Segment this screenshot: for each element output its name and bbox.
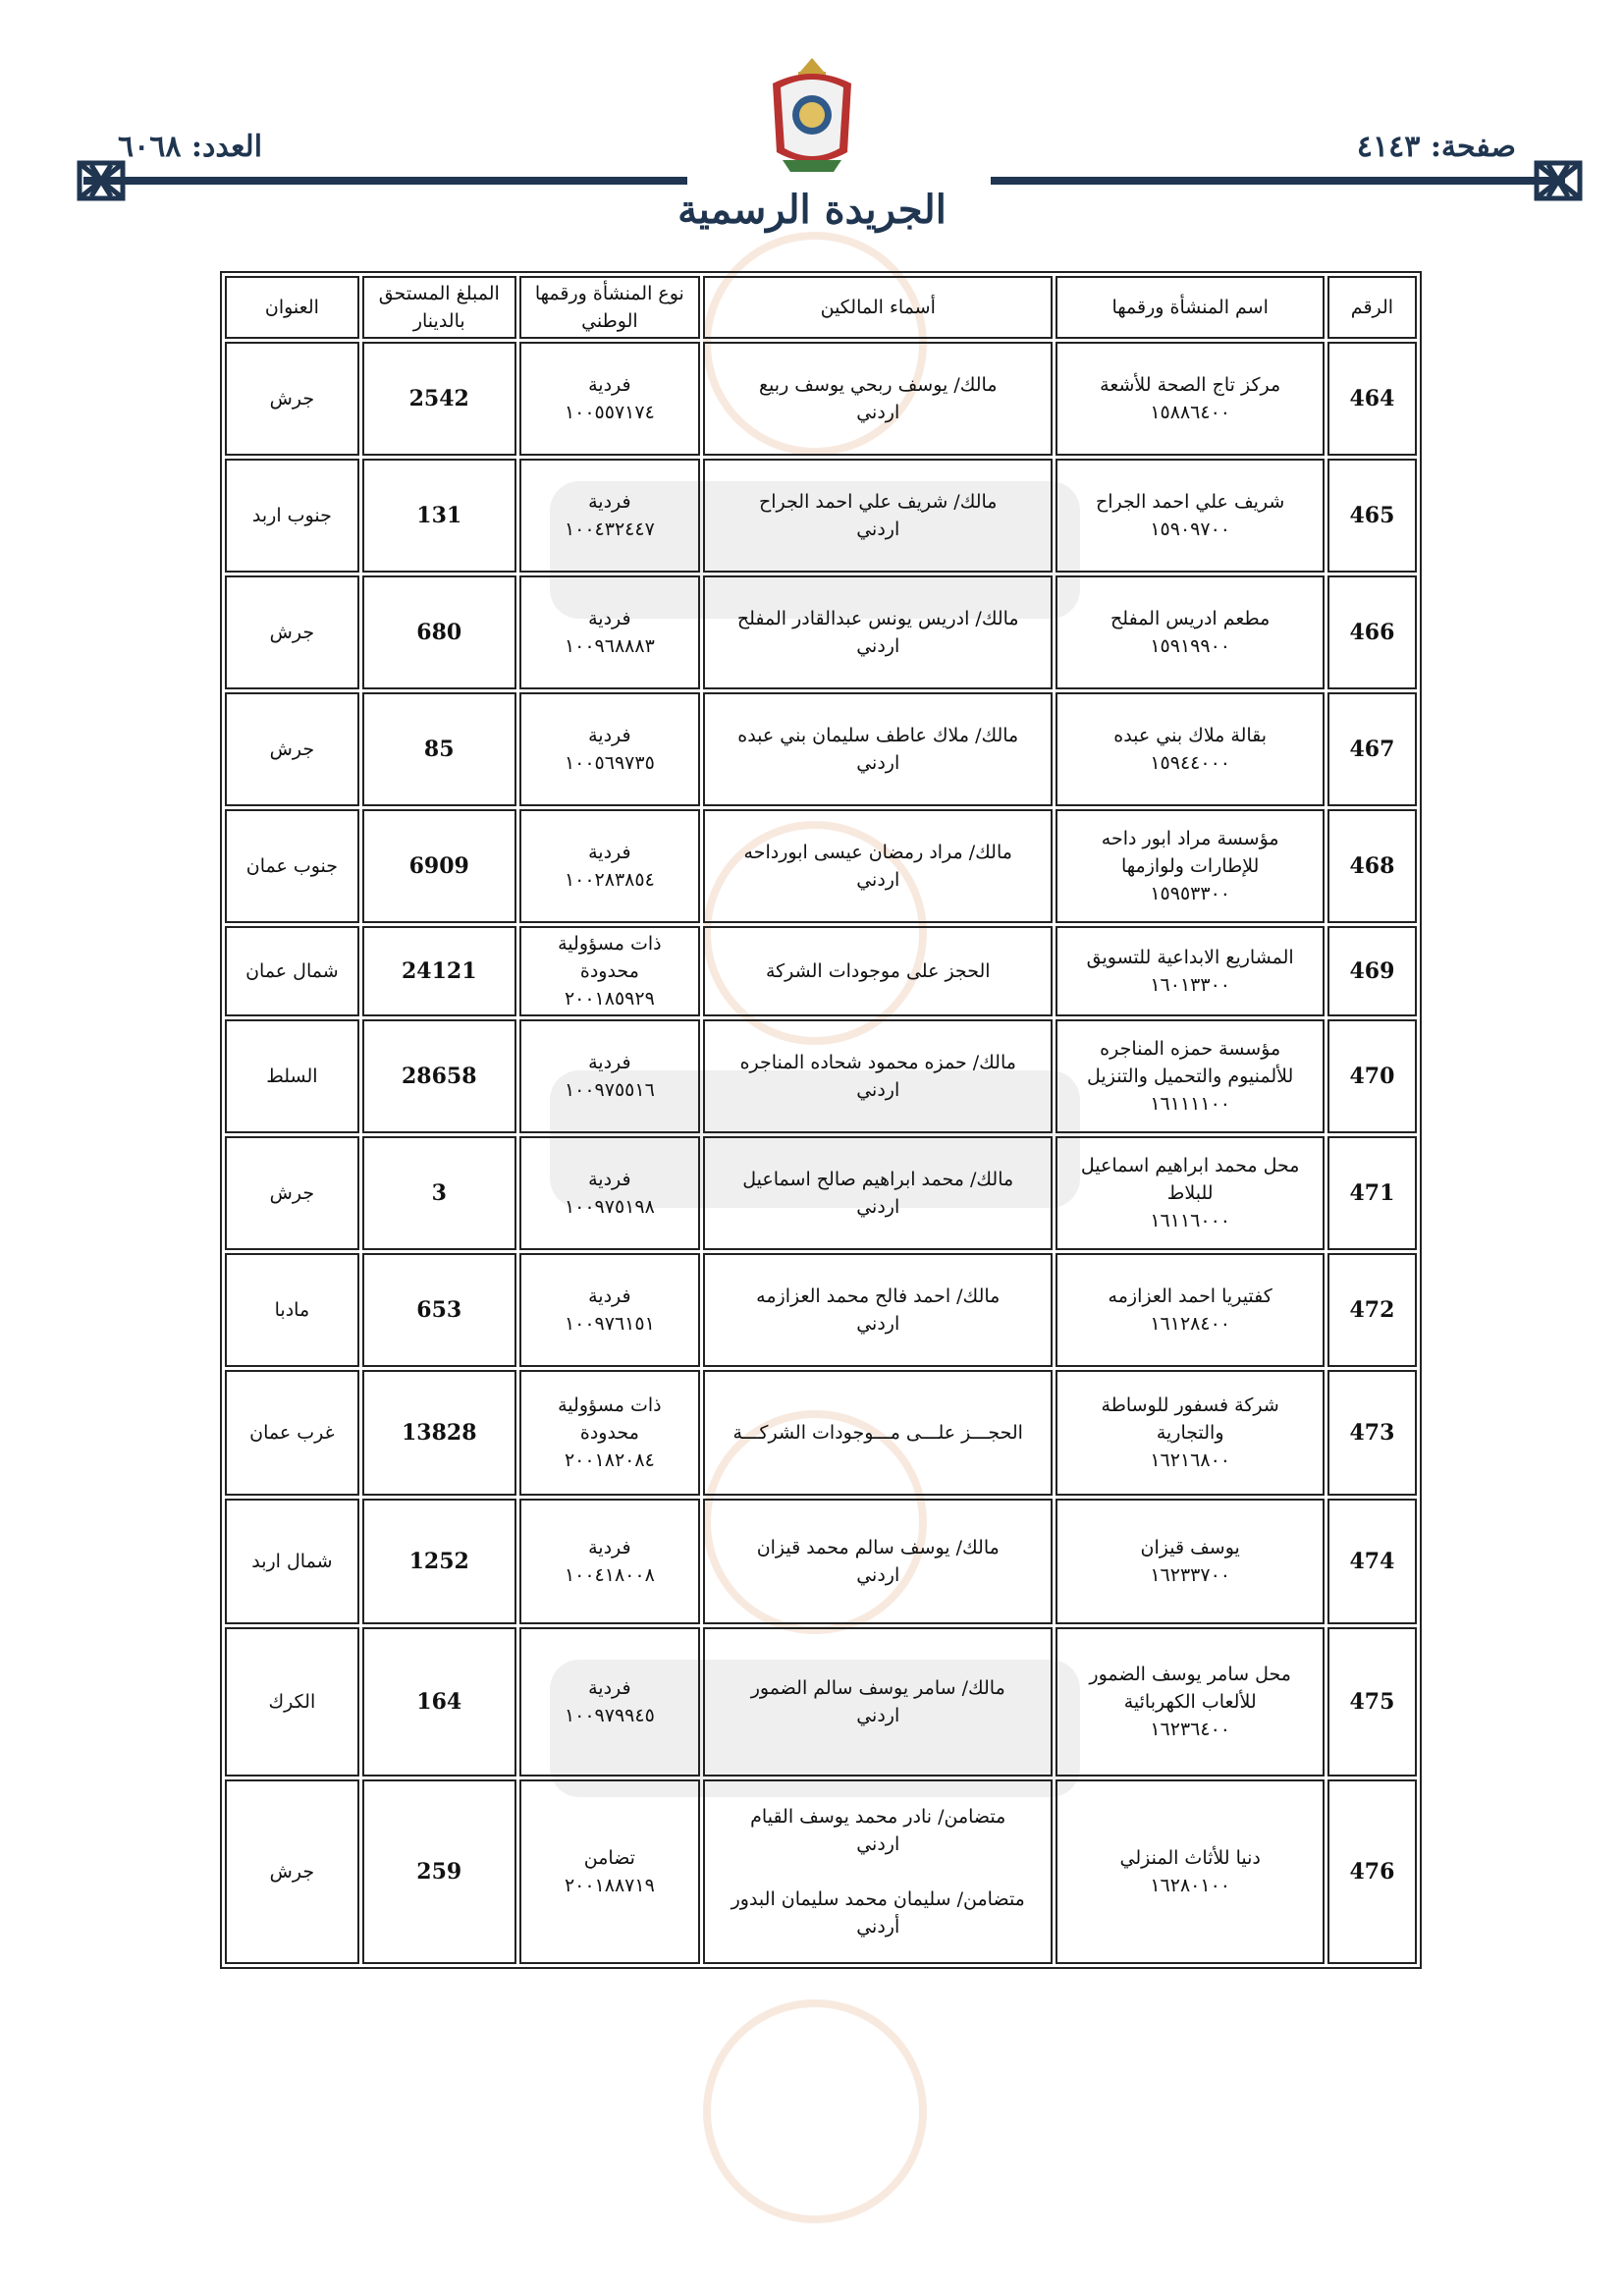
table-header-row bbox=[225, 276, 1417, 339]
facility-type-cell-line: محدودة bbox=[579, 1422, 639, 1444]
amount-cell: 259 bbox=[362, 1779, 516, 1964]
owners-cell-line: اردني bbox=[856, 1564, 900, 1586]
facility-type-cell bbox=[519, 1253, 700, 1367]
amount-cell: 6909 bbox=[362, 809, 516, 923]
row-number-cell: 476 bbox=[1327, 1779, 1417, 1964]
address-cell: جنوب عمان bbox=[225, 809, 359, 923]
facility-type-cell bbox=[519, 459, 700, 573]
address-cell: شمال عمان bbox=[225, 926, 359, 1016]
facility-type-cell-line: ١٠٠٢٨٣٨٥٤ bbox=[564, 869, 655, 891]
facility-type-cell-line: فردية bbox=[588, 1052, 631, 1073]
facility-type-cell bbox=[519, 926, 700, 1016]
amount-cell: 131 bbox=[362, 459, 516, 573]
row-number-cell: 464 bbox=[1327, 342, 1417, 456]
owners-cell bbox=[703, 1370, 1053, 1496]
facility-cell-line: للألمنيوم والتحميل والتنزيل bbox=[1087, 1066, 1294, 1087]
table-row bbox=[225, 692, 1417, 806]
owners-cell bbox=[703, 459, 1053, 573]
address-cell: جرش bbox=[225, 342, 359, 456]
owners-cell-line: الحجـــز علـــى مـــوجودات الشركـــة bbox=[732, 1422, 1023, 1444]
facility-type-cell bbox=[519, 575, 700, 689]
column-header: اسم المنشأة ورقمها bbox=[1056, 276, 1324, 339]
row-number-cell: 475 bbox=[1327, 1627, 1417, 1777]
facility-cell-line: ١٥٩٠٩٧٠٠ bbox=[1150, 519, 1230, 540]
facility-cell-line: شركة فسفور للوساطة bbox=[1101, 1394, 1279, 1416]
facility-cell-line: كفتيريا احمد العزازمه bbox=[1108, 1285, 1272, 1307]
facility-cell bbox=[1056, 1136, 1324, 1250]
facility-cell bbox=[1056, 459, 1324, 573]
facility-cell-line: مؤسسة حمزه المناجره bbox=[1100, 1038, 1281, 1060]
facility-type-cell bbox=[519, 692, 700, 806]
facility-type-cell-line: ٢٠٠١٨٥٩٢٩ bbox=[564, 988, 655, 1010]
amount-cell: 653 bbox=[362, 1253, 516, 1367]
facility-cell-line: ١٦٠١٣٣٠٠ bbox=[1150, 974, 1230, 996]
facility-cell bbox=[1056, 1019, 1324, 1133]
address-cell: غرب عمان bbox=[225, 1370, 359, 1496]
table-row bbox=[225, 1370, 1417, 1496]
facility-cell-line: مؤسسة مراد ابور داحه bbox=[1101, 828, 1279, 849]
amount-cell: 1252 bbox=[362, 1499, 516, 1624]
owners-cell bbox=[703, 1499, 1053, 1624]
owners-cell-line: اردني bbox=[856, 869, 900, 891]
table-row bbox=[225, 809, 1417, 923]
facility-cell bbox=[1056, 1253, 1324, 1367]
row-number-cell: 474 bbox=[1327, 1499, 1417, 1624]
amount-cell: 164 bbox=[362, 1627, 516, 1777]
amount-cell: 24121 bbox=[362, 926, 516, 1016]
owners-cell-line: اردني bbox=[856, 1833, 900, 1855]
address-cell: جنوب اربد bbox=[225, 459, 359, 573]
facility-cell-line: ١٥٨٨٦٤٠٠ bbox=[1150, 402, 1230, 423]
facility-type-cell-line: ١٠٠٤١٨٠٠٨ bbox=[564, 1564, 655, 1586]
facility-type-cell-line: ذات مسؤولية bbox=[558, 933, 662, 955]
owners-cell-line: اردني bbox=[856, 1196, 900, 1218]
owners-cell-line: مالك/ محمد ابراهيم صالح اسماعيل bbox=[742, 1169, 1014, 1190]
facility-type-cell-line: ١٠٠٥٦٩٧٣٥ bbox=[564, 752, 655, 774]
table-row bbox=[225, 1019, 1417, 1133]
facility-type-cell-line: ١٠٠٩٧٩٩٤٥ bbox=[564, 1705, 655, 1726]
amount-cell: 680 bbox=[362, 575, 516, 689]
page-number: صفحة: ٤١٤٣ bbox=[1356, 130, 1516, 164]
table-row bbox=[225, 926, 1417, 1016]
column-header: المبلغ المستحق بالدينار bbox=[362, 276, 516, 339]
owners-cell bbox=[703, 809, 1053, 923]
owners-cell-line: متضامن/ سليمان محمد سليمان البدور bbox=[731, 1888, 1025, 1910]
row-number-cell: 473 bbox=[1327, 1370, 1417, 1496]
facility-type-cell bbox=[519, 1627, 700, 1777]
owners-cell-line: اردني bbox=[856, 1079, 900, 1101]
facility-cell-line: شريف علي احمد الجراح bbox=[1096, 491, 1285, 513]
facility-type-cell-line: ١٠٠٥٥٧١٧٤ bbox=[564, 402, 655, 423]
facility-type-cell-line: فردية bbox=[588, 608, 631, 629]
column-header: أسماء المالكين bbox=[703, 276, 1053, 339]
address-cell: جرش bbox=[225, 1779, 359, 1964]
facility-type-cell-line: ١٠٠٤٣٢٤٤٧ bbox=[564, 519, 655, 540]
address-cell: الكرك bbox=[225, 1627, 359, 1777]
facility-type-cell-line: فردية bbox=[588, 842, 631, 863]
address-cell: جرش bbox=[225, 692, 359, 806]
address-cell: جرش bbox=[225, 1136, 359, 1250]
address-cell: السلط bbox=[225, 1019, 359, 1133]
facility-cell-line: يوسف قيزان bbox=[1140, 1537, 1240, 1558]
owners-cell bbox=[703, 1136, 1053, 1250]
facility-cell-line: ١٦٢١٦٨٠٠ bbox=[1150, 1449, 1230, 1471]
facility-type-cell-line: فردية bbox=[588, 1169, 631, 1190]
row-number-cell: 470 bbox=[1327, 1019, 1417, 1133]
facility-type-cell-line: فردية bbox=[588, 374, 631, 396]
address-cell: شمال اربد bbox=[225, 1499, 359, 1624]
facility-cell-line: مطعم ادريس المفلح bbox=[1110, 608, 1271, 629]
owners-cell bbox=[703, 1253, 1053, 1367]
facility-cell bbox=[1056, 926, 1324, 1016]
table-row bbox=[225, 342, 1417, 456]
facility-type-cell-line: ٢٠٠١٨٨٧١٩ bbox=[564, 1875, 655, 1896]
owners-cell bbox=[703, 1627, 1053, 1777]
owners-cell bbox=[703, 575, 1053, 689]
facility-cell bbox=[1056, 1370, 1324, 1496]
facility-type-cell bbox=[519, 1779, 700, 1964]
facilities-table bbox=[220, 271, 1422, 1969]
amount-cell: 28658 bbox=[362, 1019, 516, 1133]
facility-type-cell bbox=[519, 342, 700, 456]
facility-cell-line: ١٥٩٤٤٠٠٠ bbox=[1150, 752, 1230, 774]
amount-cell: 13828 bbox=[362, 1370, 516, 1496]
owners-cell-line: مالك/ يوسف سالم محمد قيزان bbox=[756, 1537, 1000, 1558]
row-number-cell: 466 bbox=[1327, 575, 1417, 689]
facility-cell bbox=[1056, 1627, 1324, 1777]
address-cell: جرش bbox=[225, 575, 359, 689]
owners-cell bbox=[703, 1019, 1053, 1133]
facility-cell bbox=[1056, 1779, 1324, 1964]
owners-cell-line: مالك/ مراد رمضان عيسى ابورداحه bbox=[743, 842, 1012, 863]
facility-cell-line: ١٦٢٣٣٧٠٠ bbox=[1150, 1564, 1230, 1586]
row-number-cell: 472 bbox=[1327, 1253, 1417, 1367]
address-cell: مادبا bbox=[225, 1253, 359, 1367]
table-row bbox=[225, 1136, 1417, 1250]
owners-cell-line: اردني bbox=[856, 635, 900, 657]
facility-type-cell bbox=[519, 1019, 700, 1133]
owners-cell-line: مالك/ ملاك عاطف سليمان بني عبده bbox=[737, 725, 1019, 746]
owners-cell-line: مالك/ سامر يوسف سالم الضمور bbox=[750, 1677, 1005, 1699]
facility-cell-line: بقالة ملاك بني عبده bbox=[1113, 725, 1268, 746]
facility-type-cell-line: محدودة bbox=[579, 960, 639, 982]
facility-cell-line: للإطارات ولوازمها bbox=[1120, 855, 1260, 877]
header-rule-right bbox=[991, 177, 1565, 185]
header-rule-left bbox=[83, 177, 687, 185]
facility-cell-line: للبلاط bbox=[1166, 1182, 1214, 1204]
facility-type-cell-line: ذات مسؤولية bbox=[558, 1394, 662, 1416]
owners-cell bbox=[703, 342, 1053, 456]
amount-cell: 85 bbox=[362, 692, 516, 806]
table-row bbox=[225, 459, 1417, 573]
facility-type-cell bbox=[519, 809, 700, 923]
facility-type-cell-line: ١٠٠٩٧٦١٥١ bbox=[564, 1313, 655, 1335]
table-body bbox=[225, 342, 1417, 1964]
row-number-cell: 467 bbox=[1327, 692, 1417, 806]
facility-cell-line: المشاريع الابداعية للتسويق bbox=[1086, 947, 1294, 968]
facility-type-cell bbox=[519, 1136, 700, 1250]
facility-type-cell-line: تضامن bbox=[583, 1847, 635, 1869]
owners-cell bbox=[703, 1779, 1053, 1964]
facility-cell bbox=[1056, 1499, 1324, 1624]
row-number-cell: 469 bbox=[1327, 926, 1417, 1016]
owners-cell-line: مالك/ شريف علي احمد الجراح bbox=[758, 491, 998, 513]
facility-type-cell-line: ١٠٠٩٧٥١٩٨ bbox=[564, 1196, 655, 1218]
issue-number: العدد: ٦٠٦٨ bbox=[118, 130, 263, 164]
facility-cell-line: ١٦١٢٨٤٠٠ bbox=[1150, 1313, 1230, 1335]
facility-cell-line: ١٥٩١٩٩٠٠ bbox=[1150, 635, 1230, 657]
owners-cell-line: مالك/ احمد فالح محمد العزازمه bbox=[756, 1285, 1001, 1307]
owners-cell-line: مالك/ يوسف ربحي يوسف ربيع bbox=[758, 374, 998, 396]
owners-cell-line: اردني bbox=[856, 519, 900, 540]
row-number-cell: 471 bbox=[1327, 1136, 1417, 1250]
facility-cell-line: ١٦٢٣٦٤٠٠ bbox=[1150, 1719, 1230, 1740]
owners-cell-line: أردني bbox=[856, 1916, 900, 1938]
facility-type-cell-line: ١٠٠٩٦٨٨٨٣ bbox=[564, 635, 655, 657]
page-header bbox=[0, 0, 1624, 265]
amount-cell: 2542 bbox=[362, 342, 516, 456]
facility-cell bbox=[1056, 342, 1324, 456]
owners-cell-line: مالك/ حمزه محمود شحاده المناجره bbox=[739, 1052, 1016, 1073]
owners-cell bbox=[703, 926, 1053, 1016]
facility-cell-line: محل محمد ابراهيم اسماعيل bbox=[1080, 1155, 1300, 1176]
gazette-title: الجريدة الرسمية bbox=[677, 187, 947, 233]
facility-cell bbox=[1056, 809, 1324, 923]
owners-cell-line: اردني bbox=[856, 752, 900, 774]
royal-emblem-icon bbox=[763, 54, 861, 177]
facility-cell bbox=[1056, 575, 1324, 689]
facility-cell bbox=[1056, 692, 1324, 806]
column-header: نوع المنشأة ورقمها الوطني bbox=[519, 276, 700, 339]
facility-type-cell-line: فردية bbox=[588, 491, 631, 513]
owners-cell-line: اردني bbox=[856, 402, 900, 423]
column-header: العنوان bbox=[225, 276, 359, 339]
facility-cell-line: محل سامر يوسف الضمور bbox=[1089, 1664, 1291, 1685]
facility-cell-line: والتجارية bbox=[1156, 1422, 1224, 1444]
owners-cell-line: اردني bbox=[856, 1705, 900, 1726]
facility-type-cell-line: ٢٠٠١٨٢٠٨٤ bbox=[564, 1449, 655, 1471]
facility-type-cell bbox=[519, 1499, 700, 1624]
table-row bbox=[225, 1779, 1417, 1964]
table-row bbox=[225, 575, 1417, 689]
facility-type-cell-line: فردية bbox=[588, 725, 631, 746]
facility-cell-line: مركز تاج الصحة للأشعة bbox=[1100, 374, 1281, 396]
table-row bbox=[225, 1499, 1417, 1624]
facility-type-cell bbox=[519, 1370, 700, 1496]
owners-cell-line bbox=[711, 1858, 1045, 1886]
facility-cell-line: دنيا للأثاث المنزلي bbox=[1119, 1847, 1261, 1869]
facility-cell-line: للألعاب الكهربائية bbox=[1123, 1691, 1257, 1713]
table-row bbox=[225, 1627, 1417, 1777]
amount-cell: 3 bbox=[362, 1136, 516, 1250]
table-row bbox=[225, 1253, 1417, 1367]
column-header: الرقم bbox=[1327, 276, 1417, 339]
facility-type-cell-line: فردية bbox=[588, 1537, 631, 1558]
facility-type-cell-line: ١٠٠٩٧٥٥١٦ bbox=[564, 1079, 655, 1101]
owners-cell-line: اردني bbox=[856, 1313, 900, 1335]
owners-cell-line: متضامن/ نادر محمد يوسف القيام bbox=[750, 1806, 1006, 1828]
owners-cell bbox=[703, 692, 1053, 806]
facility-type-cell-line: فردية bbox=[588, 1285, 631, 1307]
row-number-cell: 465 bbox=[1327, 459, 1417, 573]
owners-cell-line: مالك/ ادريس يونس عبدالقادر المفلح bbox=[736, 608, 1019, 629]
facility-cell-line: ١٦١١٦٠٠٠ bbox=[1150, 1210, 1230, 1231]
owners-cell-line: الحجز على موجودات الشركة bbox=[765, 960, 991, 982]
row-number-cell: 468 bbox=[1327, 809, 1417, 923]
facility-cell-line: ١٥٩٥٣٣٠٠ bbox=[1150, 883, 1230, 904]
facility-type-cell-line: فردية bbox=[588, 1677, 631, 1699]
facility-cell-line: ١٦١١١١٠٠ bbox=[1150, 1093, 1230, 1115]
facility-cell-line: ١٦٢٨٠١٠٠ bbox=[1150, 1875, 1230, 1896]
